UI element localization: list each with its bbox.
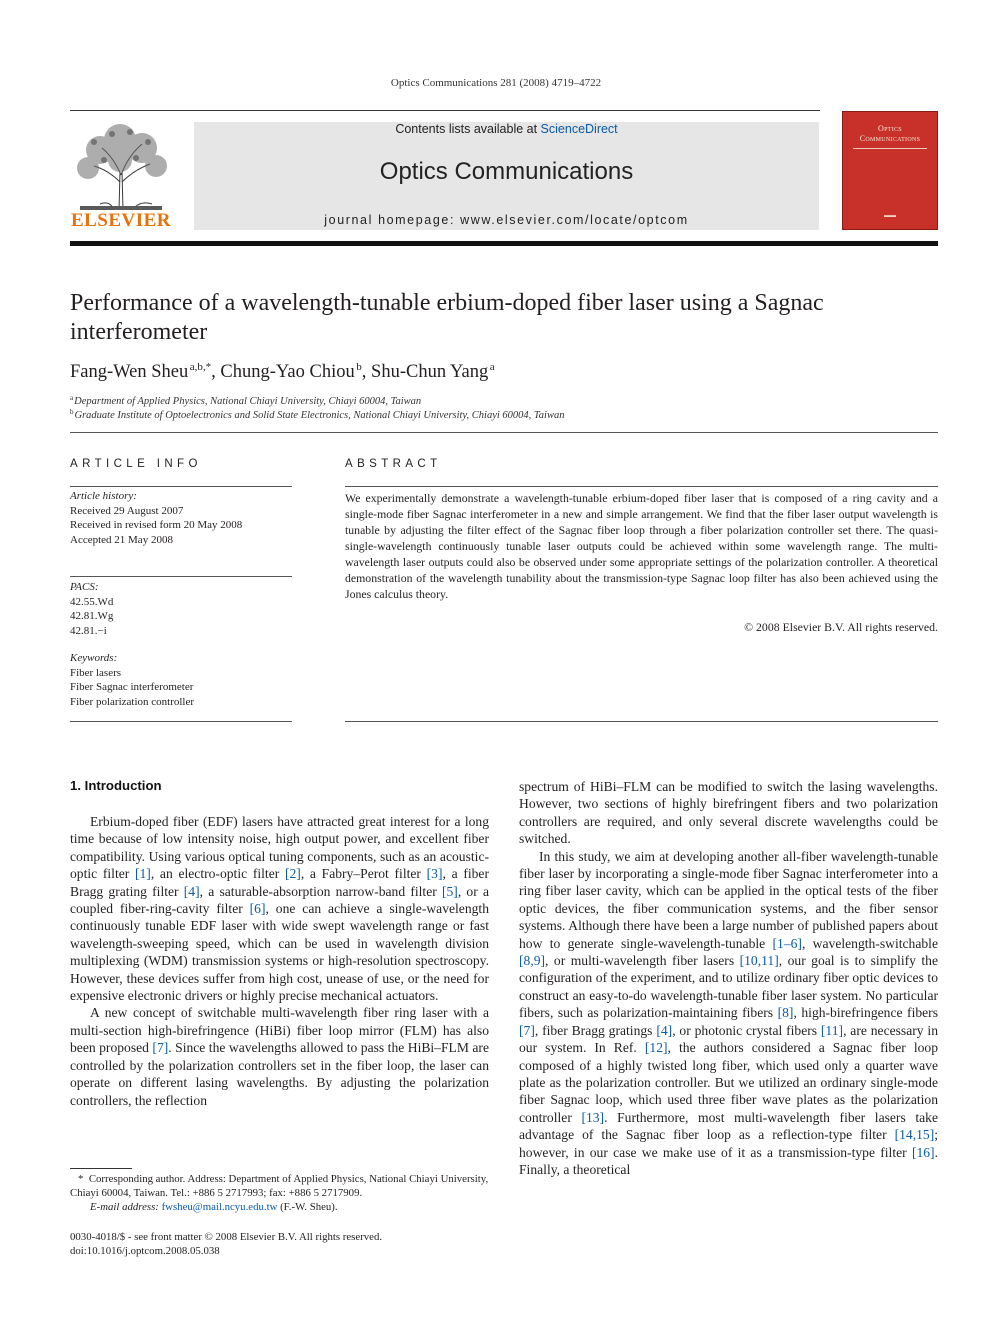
author-affiliation-mark: a,b,*	[189, 361, 212, 373]
body-paragraph: In this study, we aim at developing another all-fiber wavelength-tunable fiber laser by incorporating a single-mode fiber Sagnac interferometer into a ring fiber laser cavity, which can be applied in the optical tests of the fiber optic devices, the fiber communication systems, and the fiber sensor systems. Although there have been a large number of published papers about how to generate single-wavelength-tunable [1–6], wavelength-switchable [8,9], or multi-wavelength fiber lasers [10,11], our goal is to simplify the configuration of the experiment, and to utilize ordinary fiber optic devices to construct an easy-to-do wavelength-tunable fiber laser system. No particular fibers, such as polarization-maintaining fibers [8], high-birefringence fibers [7], fiber Bragg gratings [4], or photonic crystal fibers [11], are necessary in our system. In Ref. [12], the authors considered a Sagnac fiber loop composed of a highly twisted long fiber, which used only a quarter wave plate as the polarization controller. But we utilized an ordinary single-mode fiber Sagnac loop, which used three fiber wave plates as the polarization controller [13]. Furthermore, most multi-wavelength fiber lasers take advantage of the Sagnac fiber loop as a reflection-type filter [14,15]; however, in our case we make use of it as a transmission-type filter [16]. Finally, a theoretical	[519, 848, 939, 1177]
abstract-text: We experimentally demonstrate a wavelength-tunable erbium-doped fiber laser that is composed of a ring cavity and a single-mode fiber Sagnac interferometer in a new and simple arrangement. We find that the fiber laser output wavelength is tunable by adjusting the filter effect of the Sagnac fiber loop through a fiber polarization controller set there. The quasi-single-wavelength continuously tunable laser outputs could be achieved within some wavelength range. The multi-wavelength laser outputs could also be observed under some appropriate settings of the polarization controller. A theoretical demonstration of the wavelength tunability about the transmission-type Sagnac loop filter has also been achieved using the Jones calculus theory.	[345, 491, 938, 601]
elsevier-wordmark: ELSEVIER	[70, 210, 172, 231]
article-info-heading: ARTICLE INFO	[70, 458, 202, 470]
history-item: Received 29 August 2007	[70, 504, 184, 517]
citation-link[interactable]: [11]	[820, 1022, 844, 1038]
citation-link[interactable]: [1–6]	[772, 935, 802, 951]
footnote-rule	[70, 1168, 132, 1169]
author-name[interactable]: Fang-Wen Sheu	[70, 362, 189, 382]
header-thick-rule	[70, 241, 938, 246]
citation-link[interactable]: [2]	[284, 866, 301, 882]
body-paragraph: Erbium-doped fiber (EDF) lasers have attracted great interest for a long time because of low intensity noise, high output power, and excellent fiber compatibility. Using various optical tuning components, such as an acoustic-optic filter [1], an electro-optic filter [2], a Fabry–Perot filter [3], a fiber Bragg grating filter [4], a saturable-absorption narrow-band filter [5], or a coupled fiber-ring-cavity filter [6], one can achieve a single-wavelength continuously tunable EDF laser with wide swept wavelength range or fast wavelength-sweeping speed, which can be used in wavelength division multiplexing (WDM) transmission systems or high-resolution spectroscopy. However, these devices suffer from high cost, unease of use, or the need for expensive electronic drivers or highly precise mechanical actuators.	[70, 814, 490, 1004]
history-item: Received in revised form 20 May 2008	[70, 519, 243, 531]
body-paragraph: A new concept of switchable multi-wavelength fiber ring laser with a multi-section high-birefringence (HiBi) fiber loop mirror (FLM) has also been proposed [7]. Since the wavelengths allowed to pass the HiBi–FLM are controlled by the polarization controllers set in the fiber loop, the laser can operate on different lasing wavelengths. By adjusting the polarization controllers, the reflection	[70, 1005, 489, 1108]
affiliation: $^a$Department of Applied Physics, National Chiayi University, Chiayi 60004, Taiwan	[70, 394, 422, 407]
cover-title: Optics Communications	[859, 124, 921, 143]
keywords-block	[70, 651, 292, 709]
author-affiliation-mark: b	[356, 361, 362, 373]
keyword: Fiber Sagnac interferometer	[70, 681, 194, 693]
citation-link[interactable]: [12]	[644, 1040, 668, 1056]
body-column-left	[70, 813, 489, 1109]
sciencedirect-link[interactable]: ScienceDirect	[540, 122, 618, 136]
pacs-code: 42.81.Wg	[70, 610, 114, 622]
citation-link[interactable]: [8,9]	[519, 953, 546, 969]
author-list: Fang-Wen Sheu $^{a,b,*}$, Chung-Yao Chiou $^b$, Shu-Chun Yang $^a$	[70, 361, 495, 382]
header-rule	[70, 110, 820, 111]
abstract-rule	[345, 486, 938, 487]
affiliation: $^b$Graduate Institute of Optoelectronics and Solid State Electronics, National Chiayi University, Chiayi 60004, Taiwan	[70, 408, 565, 421]
corresponding-author-note: * Corresponding author. Address: Department of Applied Physics, National Chiayi University, Chiayi 60004, Taiwan. Tel.: +886 5 2717993; fax: +886 5 2717909.	[70, 1173, 489, 1199]
cover-rule	[853, 148, 927, 149]
abstract-copyright: © 2008 Elsevier B.V. All rights reserved.	[744, 620, 938, 634]
section-divider	[70, 432, 938, 433]
contents-prefix: Contents lists available at	[395, 122, 541, 136]
keyword: Fiber lasers	[70, 666, 122, 679]
citation-link[interactable]: [7]	[519, 1022, 535, 1038]
pacs-code: 42.55.Wd	[70, 595, 114, 608]
citation-link[interactable]: [16]	[911, 1144, 935, 1160]
journal-name: Optics Communications	[379, 158, 634, 185]
history-item: Accepted 21 May 2008	[70, 533, 173, 546]
citation-link[interactable]: [10,11]	[739, 953, 779, 969]
citation-link[interactable]: [7]	[152, 1040, 169, 1056]
citation-link[interactable]: [13]	[581, 1109, 605, 1125]
issn-line: 0030-4018/$ - see front matter © 2008 Elsevier B.V. All rights reserved.	[70, 1231, 383, 1243]
cover-publisher-mark: ▬▬	[884, 213, 896, 219]
citation-link[interactable]: [5]	[441, 883, 458, 899]
article-history	[70, 489, 292, 547]
article-info-rule	[70, 576, 292, 577]
journal-cover-thumbnail[interactable]	[842, 111, 938, 230]
doi-line[interactable]: doi:10.1016/j.optcom.2008.05.038	[70, 1245, 220, 1257]
journal-citation: Optics Communications 281 (2008) 4719–4722	[390, 77, 602, 89]
citation-link[interactable]: [14,15]	[894, 1127, 935, 1143]
abstract-rule	[345, 721, 938, 722]
keyword: Fiber polarization controller	[70, 695, 195, 708]
body-column-right	[519, 778, 938, 1178]
author-name[interactable]: Shu-Chun Yang	[371, 362, 489, 382]
citation-link[interactable]: [3]	[426, 866, 443, 882]
elsevier-tree-icon	[70, 120, 172, 212]
author-email-link[interactable]: fwsheu@mail.ncyu.edu.tw	[161, 1201, 278, 1213]
article-info-rule	[70, 486, 292, 487]
section-heading: 1. Introduction	[70, 778, 162, 793]
citation-link[interactable]: [6]	[249, 901, 266, 917]
contents-line	[194, 122, 819, 136]
keywords-label: Keywords:	[70, 652, 118, 664]
history-label: Article history:	[70, 490, 137, 502]
citation-link[interactable]: [4]	[183, 883, 200, 899]
article-info-rule	[70, 721, 292, 722]
author-affiliation-mark: a	[489, 361, 495, 373]
pacs-code: 42.81.−i	[70, 624, 107, 637]
elsevier-logo[interactable]	[70, 120, 172, 232]
email-note: E-mail address: fwsheu@mail.ncyu.edu.tw (F.-W. Sheu).	[90, 1201, 338, 1213]
journal-homepage[interactable]: journal homepage: www.elsevier.com/locate/optcom	[324, 213, 689, 227]
citation-link[interactable]: [1]	[134, 866, 151, 882]
citation-link[interactable]: [4]	[656, 1022, 673, 1038]
article-title: Performance of a wavelength-tunable erbium-doped fiber laser using a Sagnac interferometer	[70, 290, 824, 345]
abstract-heading: ABSTRACT	[345, 458, 442, 470]
citation-link[interactable]: [8]	[777, 1005, 794, 1021]
body-paragraph: spectrum of HiBi–FLM can be modified to switch the lasing wavelengths. However, two sections of highly birefringent fibers and two polarization controllers are required, and only several discrete wavelengths could be switched.	[519, 779, 938, 847]
journal-banner	[194, 122, 819, 230]
author-name[interactable]: Chung-Yao Chiou	[220, 362, 355, 382]
pacs-block	[70, 580, 292, 638]
pacs-label: PACS:	[70, 581, 99, 593]
